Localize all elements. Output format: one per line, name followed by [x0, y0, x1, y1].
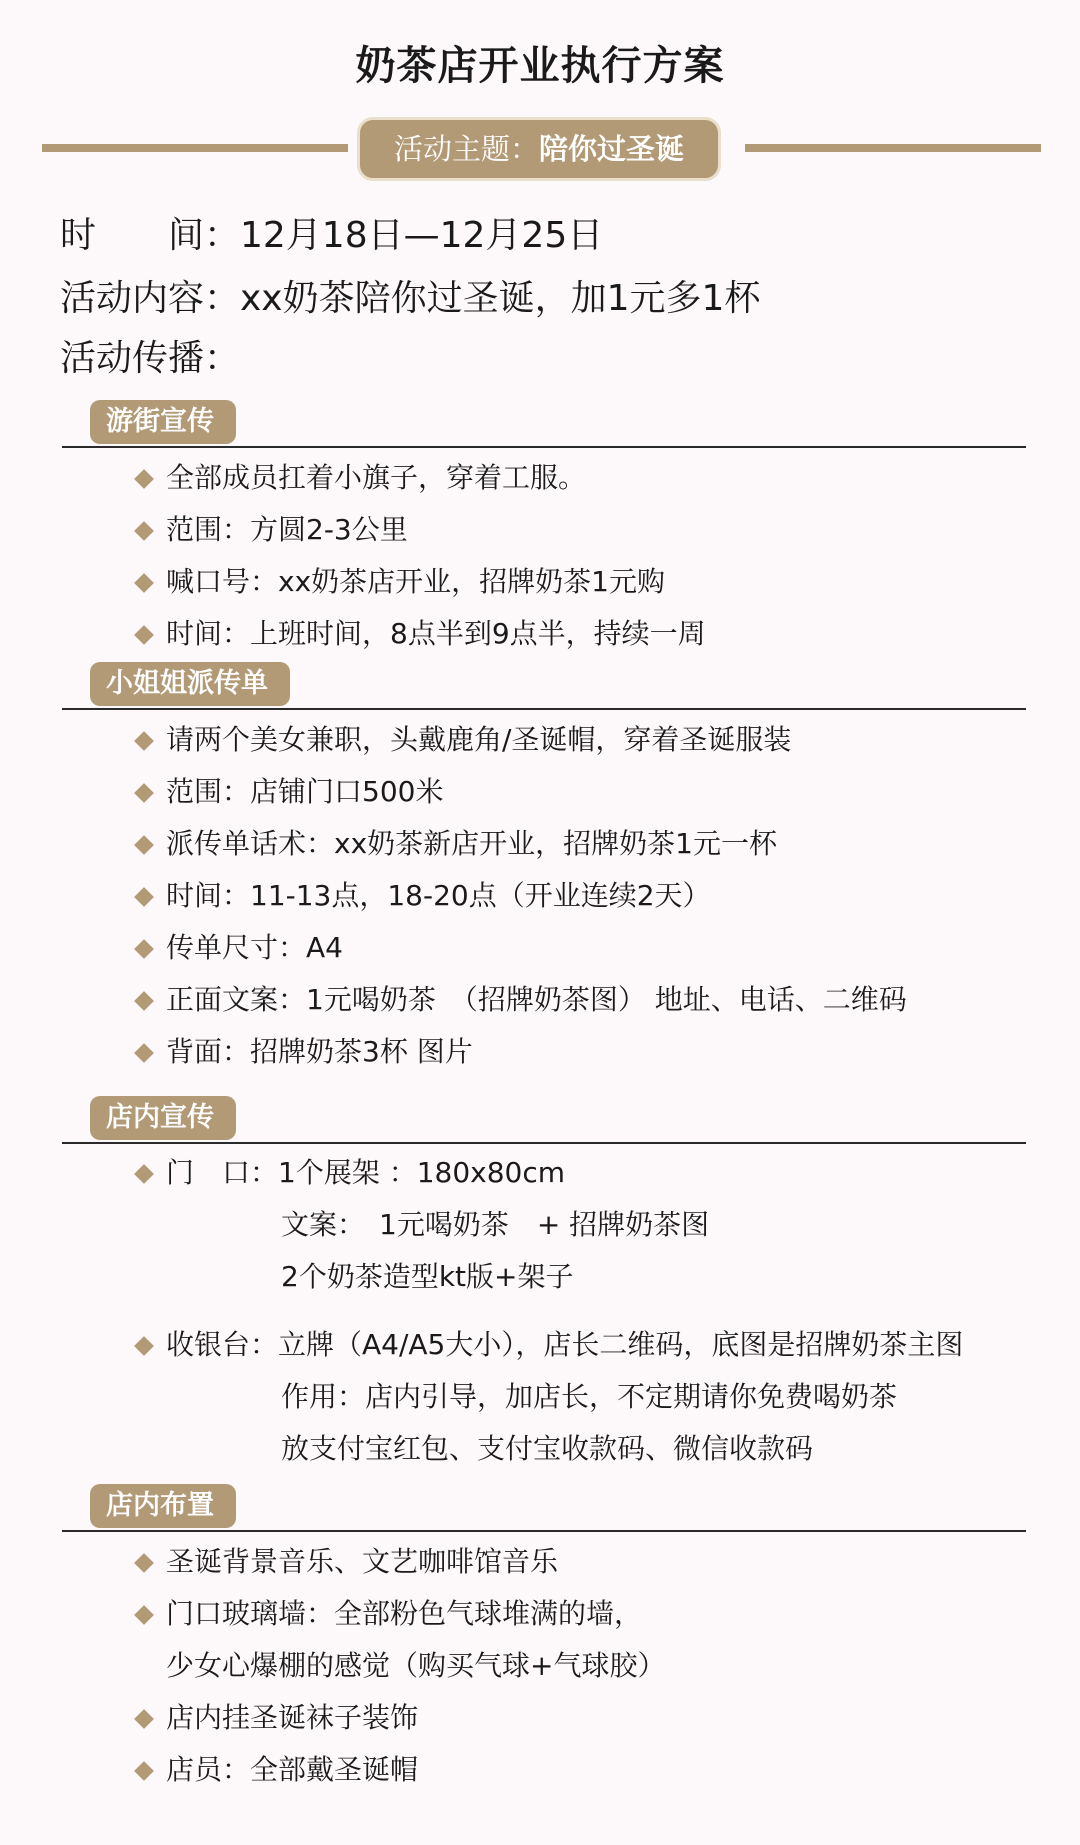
- list-item: 圣诞背景音乐、文艺咖啡馆音乐: [166, 1545, 559, 1578]
- diamond-bullet-icon: [134, 783, 154, 803]
- diamond-bullet-icon: [134, 1164, 154, 1184]
- info-time: 时 间：12月18日—12月25日: [60, 215, 604, 256]
- theme-divider-right: [745, 144, 1041, 152]
- list-item-continuation: 少女心爆棚的感觉（购买气球+气球胶）: [166, 1649, 666, 1682]
- diamond-bullet-icon: [134, 991, 154, 1011]
- list-item: 范围：店铺门口500米: [166, 775, 444, 808]
- diamond-bullet-icon: [134, 1553, 154, 1573]
- section-tag-store-decor: 店内布置: [90, 1484, 236, 1528]
- diamond-bullet-icon: [134, 1709, 154, 1729]
- list-item: 门 口：1个展架 ：180x80cm: [166, 1156, 566, 1189]
- list-item-continuation: 2个奶茶造型kt版+架子: [281, 1260, 574, 1293]
- list-item: 背面：招牌奶茶3杯 图片: [166, 1035, 473, 1068]
- section-rule: [62, 1530, 1026, 1532]
- diamond-bullet-icon: [134, 1605, 154, 1625]
- diamond-bullet-icon: [134, 887, 154, 907]
- section-tag-in-store-promo: 店内宣传: [90, 1096, 236, 1140]
- section-tag-street-promo: 游街宣传: [90, 400, 236, 444]
- diamond-bullet-icon: [134, 939, 154, 959]
- section-rule: [62, 1142, 1026, 1144]
- diamond-bullet-icon: [134, 573, 154, 593]
- list-item-continuation: 放支付宝红包、支付宝收款码、微信收款码: [281, 1432, 814, 1465]
- list-item: 店员：全部戴圣诞帽: [166, 1753, 419, 1786]
- list-item: 时间：11-13点，18-20点（开业连续2天）: [166, 879, 711, 912]
- page-title: 奶茶店开业执行方案: [355, 43, 725, 89]
- list-item: 范围：方圆2-3公里: [166, 513, 408, 546]
- diamond-bullet-icon: [134, 835, 154, 855]
- section-rule: [62, 446, 1026, 448]
- list-item: 派传单话术：xx奶茶新店开业，招牌奶茶1元一杯: [166, 827, 777, 860]
- diamond-bullet-icon: [134, 625, 154, 645]
- diamond-bullet-icon: [134, 1761, 154, 1781]
- list-item: 正面文案：1元喝奶茶 （招牌奶茶图） 地址、电话、二维码: [166, 983, 907, 1016]
- list-item: 收银台：立牌（A4/A5大小），店长二维码，底图是招牌奶茶主图: [166, 1328, 964, 1361]
- section-tag-flyers: 小姐姐派传单: [90, 662, 290, 706]
- list-item: 门口玻璃墙：全部粉色气球堆满的墙，: [166, 1597, 643, 1630]
- info-promotion: 活动传播：: [60, 338, 241, 379]
- theme-banner: [357, 117, 721, 181]
- list-item-continuation: 作用：店内引导，加店长，不定期请你免费喝奶茶: [281, 1380, 898, 1413]
- info-content: 活动内容：xx奶茶陪你过圣诞，加1元多1杯: [60, 278, 761, 319]
- diamond-bullet-icon: [134, 1336, 154, 1356]
- list-item: 请两个美女兼职，头戴鹿角/圣诞帽，穿着圣诞服装: [166, 723, 792, 756]
- list-item-continuation: 文案： 1元喝奶茶 + 招牌奶茶图: [281, 1208, 710, 1241]
- list-item: 时间：上班时间，8点半到9点半，持续一周: [166, 617, 706, 650]
- list-item: 传单尺寸：A4: [166, 931, 343, 964]
- section-rule: [62, 708, 1026, 710]
- theme-value: 陪你过圣诞: [539, 132, 685, 166]
- list-item: 喊口号：xx奶茶店开业，招牌奶茶1元购: [166, 565, 665, 598]
- theme-divider-left: [42, 144, 348, 152]
- list-item: 店内挂圣诞袜子装饰: [166, 1701, 419, 1734]
- list-item: 全部成员扛着小旗子，穿着工服。: [166, 461, 587, 494]
- theme-label: 活动主题：: [393, 132, 539, 166]
- diamond-bullet-icon: [134, 469, 154, 489]
- diamond-bullet-icon: [134, 731, 154, 751]
- diamond-bullet-icon: [134, 521, 154, 541]
- diamond-bullet-icon: [134, 1043, 154, 1063]
